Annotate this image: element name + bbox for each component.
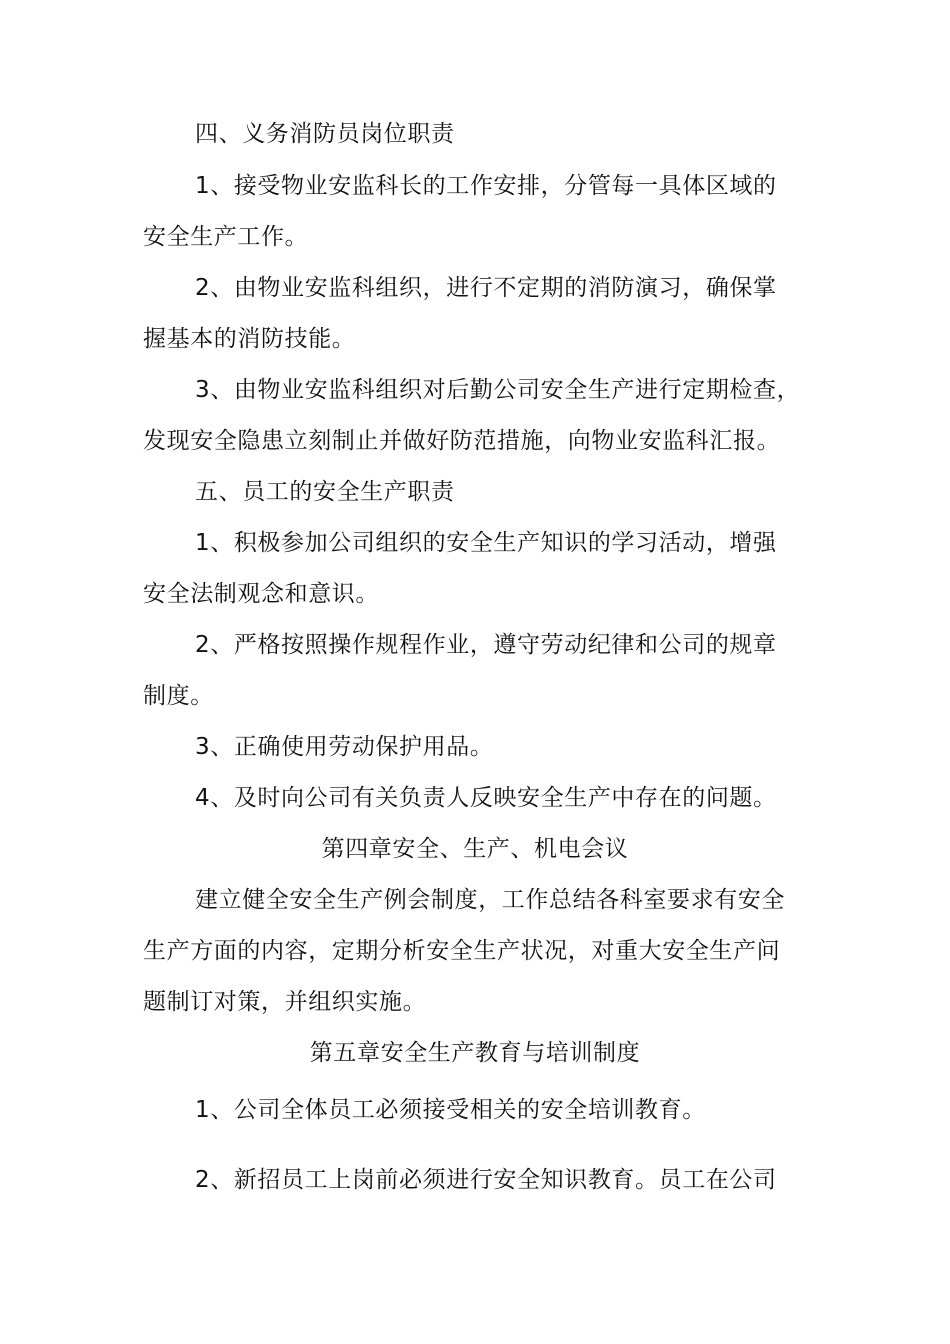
chapter-title: 第五章安全生产教育与培训制度 bbox=[309, 1040, 641, 1066]
paragraph-line: 1、接受物业安监科长的工作安排，分管每一具体区域的 bbox=[195, 173, 777, 199]
paragraph-line: 建立健全安全生产例会制度，工作总结各科室要求有安全 bbox=[195, 887, 785, 913]
paragraph-line: 3、正确使用劳动保护用品。 bbox=[195, 734, 494, 760]
paragraph-line: 2、由物业安监科组织，进行不定期的消防演习，确保掌 bbox=[195, 275, 777, 301]
chapter-title: 第四章安全、生产、机电会议 bbox=[321, 836, 629, 862]
paragraph-line: 2、新招员工上岗前必须进行安全知识教育。员工在公司 bbox=[195, 1167, 777, 1193]
section-heading: 五、员工的安全生产职责 bbox=[195, 479, 455, 505]
paragraph-line: 4、及时向公司有关负责人反映安全生产中存在的问题。 bbox=[195, 785, 777, 811]
paragraph-line: 发现安全隐患立刻制止并做好防范措施，向物业安监科汇报。 bbox=[143, 428, 781, 454]
paragraph-line: 3、由物业安监科组织对后勤公司安全生产进行定期检查， bbox=[195, 377, 801, 403]
paragraph-line: 握基本的消防技能。 bbox=[143, 326, 356, 352]
paragraph-line: 制度。 bbox=[143, 683, 214, 709]
paragraph-line: 题制订对策，并组织实施。 bbox=[143, 989, 427, 1015]
paragraph-line: 生产方面的内容，定期分析安全生产状况，对重大安全生产问 bbox=[143, 938, 781, 964]
paragraph-line: 1、公司全体员工必须接受相关的安全培训教育。 bbox=[195, 1097, 706, 1123]
paragraph-line: 1、积极参加公司组织的安全生产知识的学习活动，增强 bbox=[195, 530, 777, 556]
paragraph-line: 安全生产工作。 bbox=[143, 224, 309, 250]
section-heading: 四、义务消防员岗位职责 bbox=[195, 121, 455, 147]
paragraph-line: 安全法制观念和意识。 bbox=[143, 581, 379, 607]
paragraph-line: 2、严格按照操作规程作业，遵守劳动纪律和公司的规章 bbox=[195, 632, 777, 658]
